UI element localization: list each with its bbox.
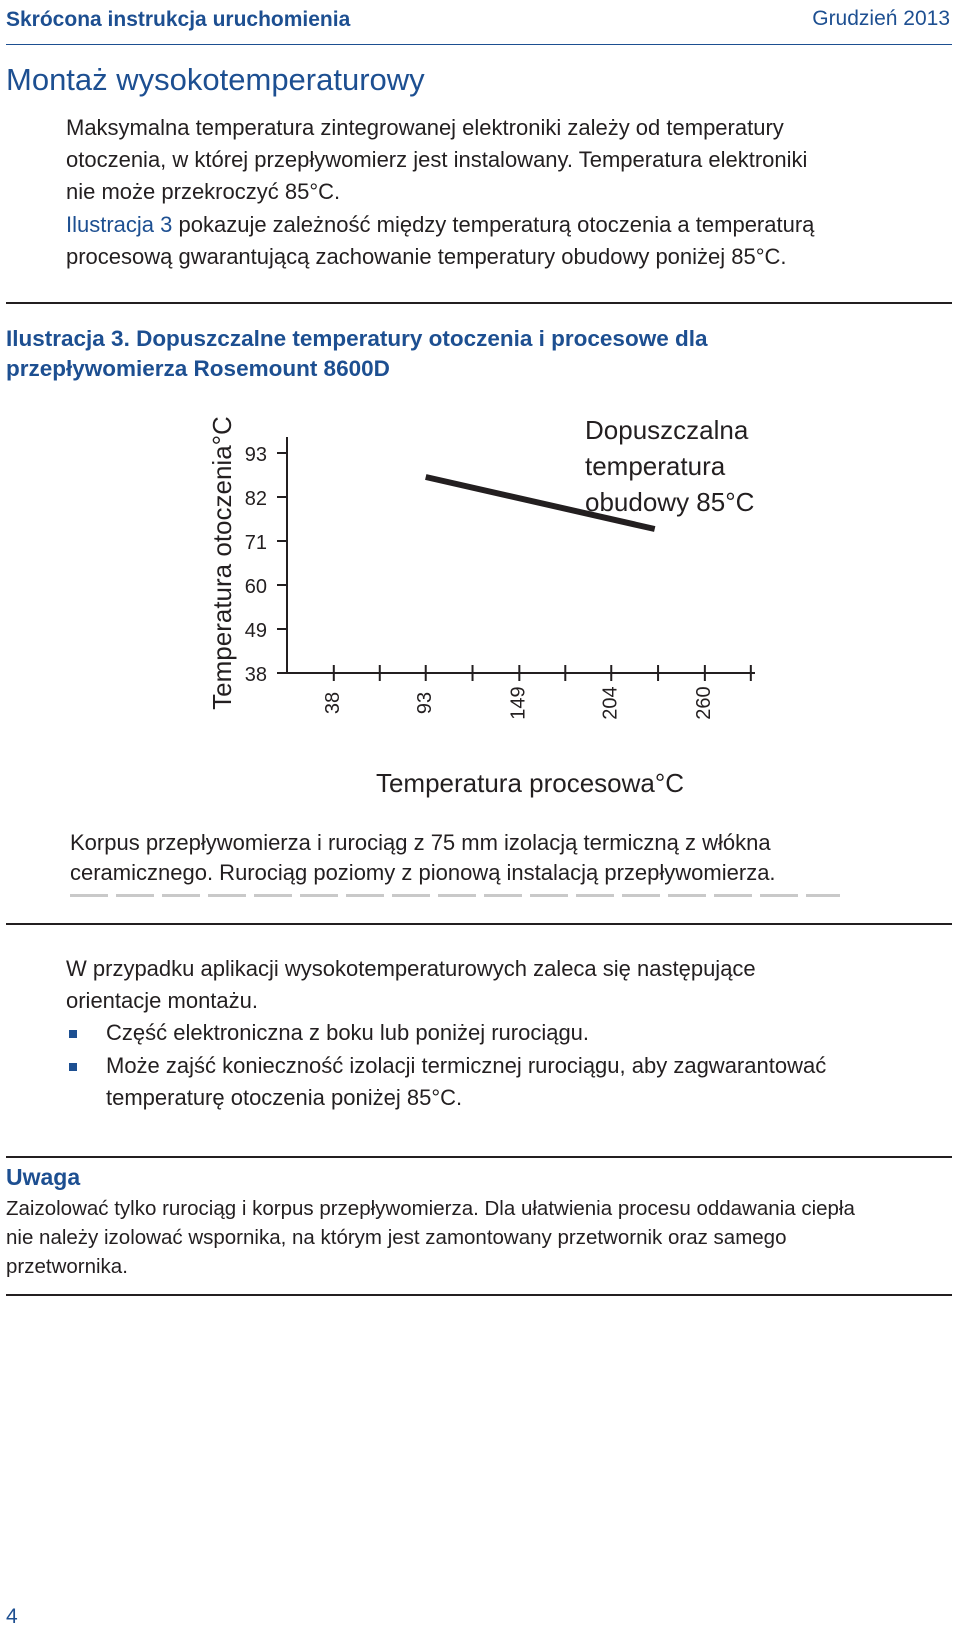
- y-ticks: [245, 444, 287, 686]
- bullet-item: [106, 1017, 956, 1049]
- header-date: Grudzień 2013: [812, 7, 950, 30]
- page-number: 4: [6, 1605, 18, 1628]
- intro-line: otoczenia, w której przepływomierz jest instalowany. Temperatura elektroniki: [66, 147, 808, 172]
- y-tick-label: 93: [244, 444, 267, 466]
- figure-caption-line: przepływomierza Rosemount 8600D: [6, 356, 390, 381]
- temperature-chart: [0, 395, 960, 805]
- recommendations-line: W przypadku aplikacji wysokotemperaturowych zaleca się następujące: [66, 956, 756, 981]
- y-tick-label: 60: [244, 576, 267, 598]
- page-title: Montaż wysokotemperaturowy: [6, 62, 425, 97]
- x-tick-label: 38: [322, 691, 345, 715]
- y-tick-label: 49: [244, 620, 267, 642]
- y-axis-label: Temperatura otoczenia°C: [206, 416, 237, 710]
- bullet-text: Część elektroniczna z boku lub poniżej rurociągu.: [106, 1020, 590, 1045]
- note-line: nie należy izolować wspornika, na którym jest zamontowany przetwornik oraz samego: [6, 1226, 787, 1249]
- figure-description-line: ceramicznego. Rurociąg poziomy z pionową instalacją przepływomierza.: [70, 860, 776, 885]
- x-tick-label: 93: [414, 691, 437, 715]
- bullet-square-icon: [69, 1063, 77, 1071]
- note-title: Uwaga: [6, 1164, 81, 1190]
- y-tick-label: 38: [244, 664, 267, 686]
- bullet-text: Może zajść konieczność izolacji termicznej rurociągu, aby zagwarantować: [106, 1053, 827, 1078]
- note-top-divider: [6, 1156, 952, 1158]
- y-tick-label: 71: [244, 532, 267, 554]
- y-tick-label: 82: [244, 488, 267, 510]
- x-tick-label: 204: [599, 686, 622, 720]
- figure-description-line: Korpus przepływomierza i rurociąg z 75 mm izolacją termiczną z włókna: [70, 830, 771, 855]
- intro-line: Maksymalna temperatura zintegrowanej elektroniki zależy od temperatury: [66, 115, 784, 140]
- bullet-item: [106, 1050, 956, 1114]
- recommendations-intro: [66, 953, 946, 1017]
- annotation-line: obudowy 85°C: [585, 487, 755, 517]
- faded-text-remnant: [70, 894, 840, 897]
- figure-caption: [6, 324, 906, 384]
- recommendations-line: orientacje montażu.: [66, 988, 258, 1013]
- intro-line: procesową gwarantującą zachowanie temperatury obudowy poniżej 85°C.: [66, 244, 787, 269]
- chart-annotation: [585, 415, 754, 517]
- note-bottom-divider: [6, 1294, 952, 1296]
- bullet-text: temperaturę otoczenia poniżej 85°C.: [106, 1085, 463, 1110]
- figure-description: [70, 828, 950, 888]
- header-divider: [6, 44, 952, 45]
- x-tick-label: 260: [693, 686, 716, 720]
- intro-paragraph-2: [66, 209, 956, 273]
- x-axis-label: Temperatura procesowa°C: [375, 768, 685, 798]
- annotation-line: Dopuszczalna: [585, 415, 749, 445]
- intro-line-rest: pokazuje zależność między temperaturą otoczenia a temperaturą: [172, 212, 815, 237]
- bullet-square-icon: [69, 1030, 77, 1038]
- figure-bottom-divider: [6, 923, 952, 925]
- intro-line: nie może przekroczyć 85°C.: [66, 179, 341, 204]
- figure-top-divider: [6, 302, 952, 304]
- annotation-line: temperatura: [585, 451, 726, 481]
- note-body: [6, 1194, 952, 1281]
- note-line: przetwornika.: [6, 1255, 128, 1278]
- intro-paragraph-1: [66, 112, 946, 208]
- figure-caption-line: Ilustracja 3. Dopuszczalne temperatury otoczenia i procesowe dla: [6, 326, 708, 351]
- x-tick-label: 149: [507, 686, 530, 720]
- figure-reference-link[interactable]: Ilustracja 3: [66, 212, 173, 237]
- note-line: Zaizolować tylko rurociąg i korpus przepływomierza. Dla ułatwienia procesu oddawania ciepła: [6, 1197, 855, 1220]
- header-section-title: Skrócona instrukcja uruchomienia: [6, 8, 351, 31]
